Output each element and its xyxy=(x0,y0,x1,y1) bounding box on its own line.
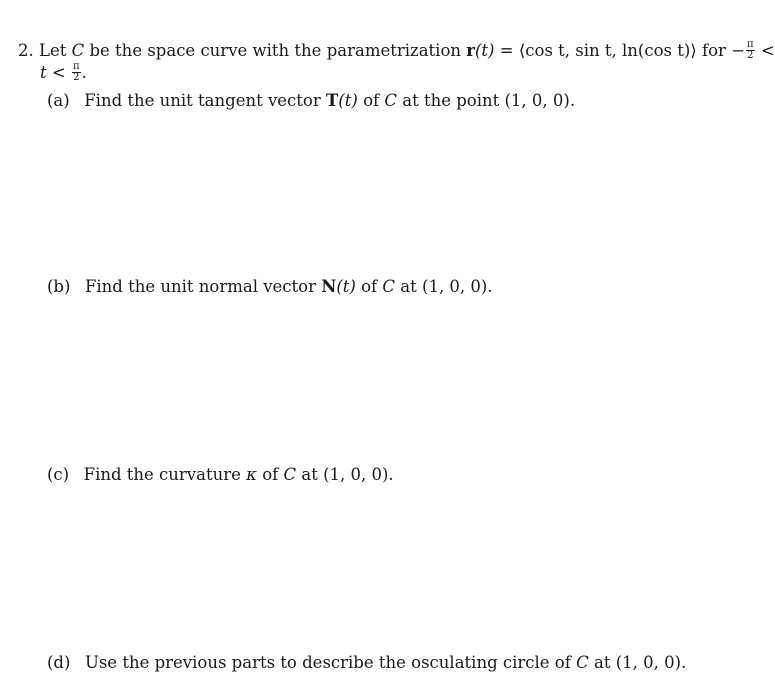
part-a-text-before: Find the unit tangent vector xyxy=(84,91,321,110)
curvature-symbol: κ xyxy=(246,465,257,484)
equals-sign: = xyxy=(499,41,514,60)
minus-sign: − xyxy=(731,41,746,60)
part-b-curve: C xyxy=(382,277,396,296)
part-c-text-before: Find the curvature xyxy=(83,465,241,484)
part-a-text-mid: of xyxy=(363,91,380,110)
problem-statement-line-1 xyxy=(18,41,775,62)
normal-vector-symbol: N xyxy=(321,277,337,296)
part-a-text-after: at the point (1, 0, 0). xyxy=(402,91,576,110)
part-d-text-after: at (1, 0, 0). xyxy=(593,653,687,672)
part-a-curve: C xyxy=(384,91,397,110)
part-b-text-before: Find the unit normal vector xyxy=(84,277,317,296)
part-d-curve: C xyxy=(576,653,589,672)
intro-prefix: Let xyxy=(39,41,67,60)
part-c-curve: C xyxy=(283,465,297,484)
curve-name: C xyxy=(71,41,85,60)
part-b-label: (b) xyxy=(47,277,71,296)
problem-number: 2. xyxy=(18,41,34,60)
tangent-vector-symbol: T xyxy=(326,91,339,110)
statement-period: . xyxy=(81,63,87,82)
problem-statement-line-2 xyxy=(40,63,87,84)
part-b-text-mid: of xyxy=(361,277,378,296)
normal-vector-arg: (t) xyxy=(336,277,356,296)
pi-over-two-fraction-2: $\frac{\pi}{2}$ xyxy=(72,61,80,83)
tangent-vector-arg: (t) xyxy=(338,91,358,110)
part-d-text-before: Use the previous parts to describe the osculating circle of xyxy=(84,653,571,672)
part-c-text-mid: of xyxy=(262,465,279,484)
part-c-label: (c) xyxy=(47,465,70,484)
part-d xyxy=(47,653,686,673)
parametrization: ⟨cos t, sin t, ln(cos t)⟩ xyxy=(518,41,697,60)
part-b xyxy=(47,277,493,297)
part-c-text-after: at (1, 0, 0). xyxy=(301,465,394,484)
part-d-label: (d) xyxy=(47,653,71,672)
t-variable: t xyxy=(40,63,47,82)
part-a xyxy=(47,91,575,111)
intro-middle: be the space curve with the parametrization xyxy=(89,41,462,60)
part-b-text-after: at (1, 0, 0). xyxy=(400,277,493,296)
less-than-sign-2: < xyxy=(51,63,66,82)
vector-r: r xyxy=(466,41,475,60)
r-arg: (t) xyxy=(474,41,495,60)
for-word: for xyxy=(702,41,726,60)
pi-over-two-fraction: $\frac{\pi}{2}$ xyxy=(747,39,754,61)
part-c xyxy=(47,465,394,485)
part-a-label: (a) xyxy=(47,91,70,110)
less-than-sign: < xyxy=(760,41,775,60)
